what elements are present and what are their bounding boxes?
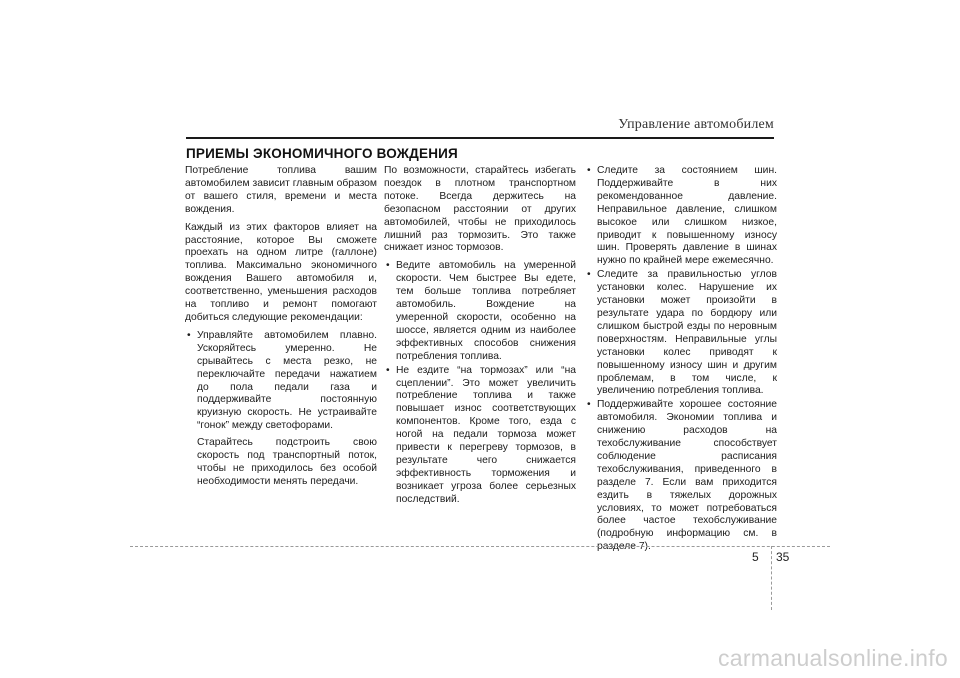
page-number-separator (771, 546, 772, 610)
bullet-item: • Следите за правильностью углов установки колес. Нарушение их установки может произойти в результате удара по бордюру или слишком быстрой езды по неровным поверхностям. Неправильные углы установки колес приводят к повышенному износу шин и другим проблемам, в том числе, к увеличению потребления топлива. (585, 269, 777, 398)
section-heading: ПРИЕМЫ ЭКОНОМИЧНОГО ВОЖДЕНИЯ (186, 146, 458, 161)
paragraph: По возможности, старайтесь избегать поездок в плотном транспортном потоке. Всегда держитесь на безопасном расстоянии от других автомобилей, чтобы не приходилось лишний раз тормозить. Это также снижает износ тормозов. (384, 165, 576, 254)
header-rule (186, 137, 774, 139)
bullet-item: • Не ездите “на тормозах” или “на сцеплении”. Это может увеличить потребление топлива и также повышает износ соответствующих компонентов. Кроме того, езда с ногой на педали тормоза может привести к перегреву тормозов, в результате чего снижается эффективность торможения и возникает угроза более серьезных последствий. (384, 365, 576, 507)
watermark: carmanualsonline.info (717, 645, 948, 671)
bullet-item: • Поддерживайте хорошее состояние автомобиля. Экономии топлива и снижению расходов на техобслуживание способствует соблюдение расписания техобслуживания, приведенного в разделе 7. Если вам приходится ездить в тяжелых дорожных условиях, то может потребоваться более частое техобслуживание (подробную информацию см. в разделе 7). (585, 399, 777, 554)
bullet-continuation: Старайтесь подстроить свою скорость под транспортный поток, чтобы не приходилось без особой необходимости менять передачи. (197, 437, 377, 487)
text-column-3 (585, 165, 777, 555)
bullet-list (384, 260, 576, 506)
paragraph: Потребление топлива вашим автомобилем зависит главным образом от вашего стиля, времени и места вождения. (185, 165, 377, 215)
bullet-item: • Следите за состоянием шин. Поддерживайте в них рекомендованное давление. Неправильное давление, слишком высокое или слишком низкое, приводит к повышенному износу шин. Проверять давление в шинах нужно по крайней мере ежемесячно. (585, 165, 777, 268)
bullet-item: • Ведите автомобиль на умеренной скорости. Чем быстрее Вы едете, тем больше топлива потребляет автомобиль. Вождение на умеренной скорости, особенно на шоссе, является одним из наиболее эффективных способов снижения потребления топлива. (384, 260, 576, 363)
text-column-2 (384, 165, 576, 508)
footer-rule (130, 546, 830, 547)
chapter-number: 5 (752, 550, 759, 564)
paragraph: Каждый из этих факторов влияет на расстояние, которое Вы сможете проехать на одном литре (галлоне) топлива. Максимально экономичного вождения Вашего автомобиля и, соответственно, уменьшения расходов на топливо и ремонт помогают добиться следующие рекомендации: (185, 221, 377, 323)
bullet-list (585, 165, 777, 554)
text-column-1 (185, 165, 377, 494)
bullet-item: • Управляйте автомобилем плавно. Ускоряйтесь умеренно. Не срывайтесь с места резко, не переключайте передачи нажатием до пола педали газа и поддерживайте постоянную круизную скорость. Не устраивайте “гонок” между светофорами. (185, 330, 377, 433)
bullet-list (185, 330, 377, 433)
page-header-title: Управление автомобилем (618, 117, 774, 132)
page-number: 35 (776, 550, 790, 564)
